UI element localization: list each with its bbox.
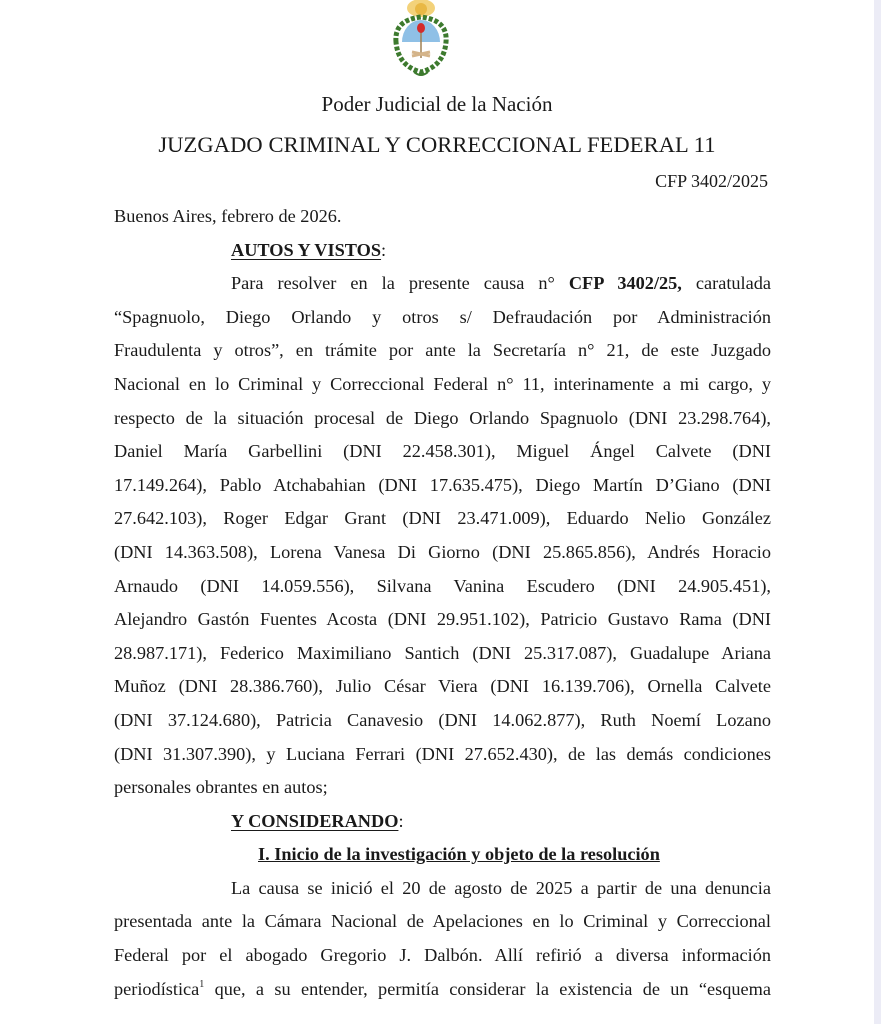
paragraph-line: 17.149.264), Pablo Atchabahian (DNI 17.635.475), Diego Martín D’Giano (DNI [114, 474, 771, 495]
section-1-title-text: I. Inicio de la investigación y objeto de la resolución [258, 844, 660, 865]
court-name: JUZGADO CRIMINAL Y CORRECCIONAL FEDERAL 11 [158, 132, 716, 157]
heading-y-considerando [114, 805, 771, 839]
paragraph-line: presentada ante la Cámara Nacional de Apelaciones en lo Criminal y Correccional [114, 911, 771, 932]
case-number: CFP 3402/2025 [655, 171, 768, 191]
text-span: caratulada [681, 273, 771, 294]
paragraph-line: La causa se inició el 20 de agosto de 2025 a partir de una denuncia [231, 877, 771, 898]
case-ref-bold: CFP 3402/25, [568, 273, 682, 294]
footnote-marker[interactable]: 1 [199, 978, 205, 990]
heading-autos-y-vistos [114, 234, 771, 268]
paragraph-line: Alejandro Gastón Fuentes Acosta (DNI 29.951.102), Patricio Gustavo Rama (DNI [114, 609, 771, 630]
heading-colon: : [398, 810, 404, 831]
heading-considerando-text: Y CONSIDERANDO [231, 810, 399, 831]
paragraph-line: personales obrantes en autos; [114, 777, 328, 798]
paragraph-line: (DNI 37.124.680), Patricia Canavesio (DNI 14.062.877), Ruth Noemí Lozano [114, 709, 771, 730]
paragraph-line: Arnaudo (DNI 14.059.556), Silvana Vanina Escudero (DNI 24.905.451), [114, 575, 771, 596]
paragraph-line [114, 973, 771, 1007]
paragraph-line: (DNI 14.363.508), Lorena Vanesa Di Giorno (DNI 25.865.856), Andrés Horacio [114, 541, 771, 562]
paragraph-line: 27.642.103), Roger Edgar Grant (DNI 23.471.009), Eduardo Nelio González [114, 508, 771, 529]
document-body [114, 200, 771, 1006]
paragraph-line: “Spagnuolo, Diego Orlando y otros s/ Defraudación por Administración [114, 306, 771, 327]
page-edge [874, 0, 881, 1024]
heading-autos-text: AUTOS Y VISTOS [231, 239, 382, 260]
text-span: que, a su entender, permitía considerar la existencia de un “esquema [204, 978, 771, 999]
paragraph-line: Fraudulenta y otros”, en trámite por ante la Secretaría n° 21, de este Juzgado [114, 340, 771, 361]
paragraph-line: 28.987.171), Federico Maximiliano Santich (DNI 25.317.087), Guadalupe Ariana [114, 642, 771, 663]
coat-of-arms-icon [388, 0, 454, 80]
place-date: Buenos Aires, febrero de 2026. [114, 206, 342, 226]
paragraph-line: Daniel María Garbellini (DNI 22.458.301), Miguel Ángel Calvete (DNI [114, 441, 771, 462]
heading-colon: : [381, 239, 387, 260]
text-span: periodística [114, 978, 200, 999]
institution-name: Poder Judicial de la Nación [321, 92, 553, 116]
text-span: Para resolver en la presente causa n° [231, 273, 569, 294]
paragraph-line: respecto de la situación procesal de Diego Orlando Spagnuolo (DNI 23.298.764), [114, 407, 771, 428]
paragraph-line [114, 267, 771, 301]
paragraph-line: Muñoz (DNI 28.386.760), Julio César Viera (DNI 16.139.706), Ornella Calvete [114, 676, 771, 697]
paragraph-line: Federal por el abogado Gregorio J. Dalbón. Allí refirió a diversa información [114, 945, 771, 966]
paragraph-line: (DNI 31.307.390), y Luciana Ferrari (DNI 27.652.430), de las demás condiciones [114, 743, 771, 764]
section-1-title [114, 838, 771, 872]
paragraph-line: Nacional en lo Criminal y Correccional Federal n° 11, interinamente a mi cargo, y [114, 373, 771, 394]
